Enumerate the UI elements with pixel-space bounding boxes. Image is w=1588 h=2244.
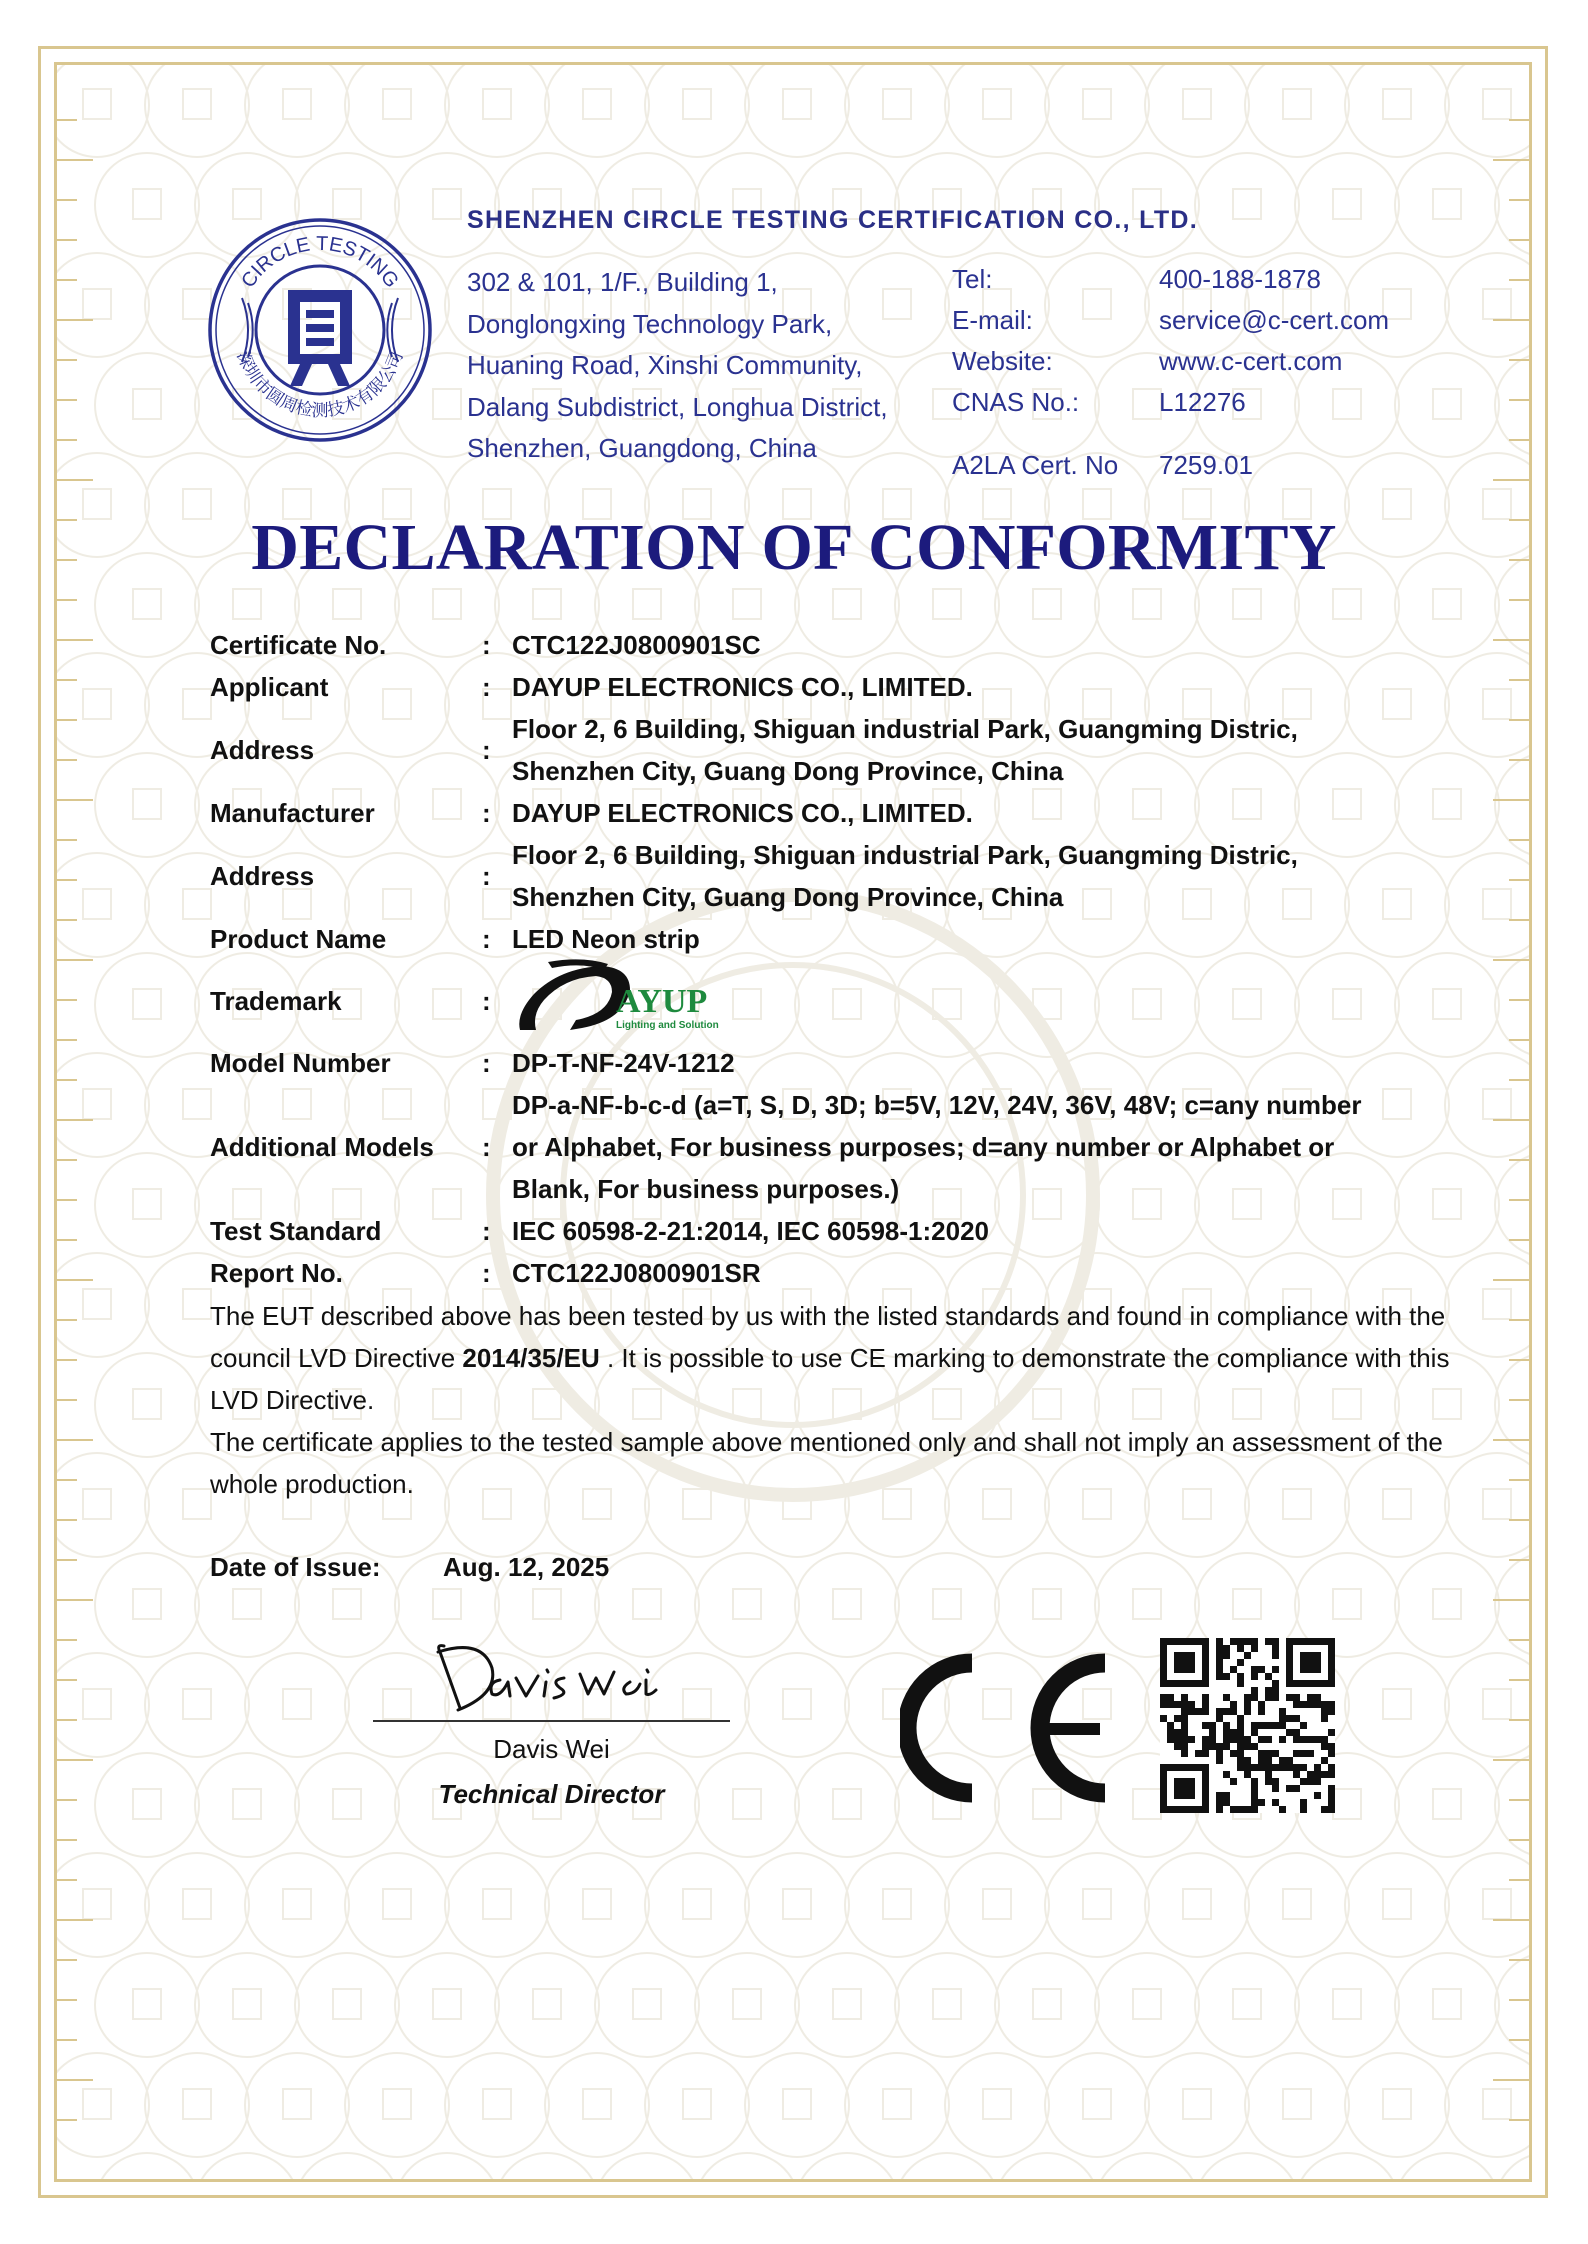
- email-label: E-mail:: [952, 305, 1033, 335]
- issue-date-value: Aug. 12, 2025: [443, 1552, 610, 1582]
- field-value-line: DP-T-NF-24V-1212: [512, 1048, 735, 1078]
- field-row-applicant: [210, 666, 1588, 708]
- field-row-trademark: [210, 960, 1588, 1042]
- field-value-line: Floor 2, 6 Building, Shiguan industrial Park, Guangming Distric,: [512, 840, 1298, 870]
- field-colon: :: [482, 1257, 491, 1288]
- directive-number: 2014/35/EU: [462, 1343, 600, 1373]
- issuer-address-line: Dalang Subdistrict, Longhua District,: [467, 391, 888, 422]
- field-colon: :: [482, 797, 491, 828]
- field-row-applicant-address: [210, 708, 1588, 792]
- trademark-logo: [512, 954, 1588, 1048]
- field-label: Address: [210, 734, 315, 765]
- signatory-name: Davis Wei: [493, 1734, 610, 1764]
- qr-code-icon[interactable]: [1160, 1638, 1335, 1813]
- field-value: [512, 624, 1588, 666]
- field-row-manufacturer-address: [210, 834, 1588, 918]
- field-value: [512, 1210, 1588, 1252]
- signatory-title: Technical Director: [438, 1779, 665, 1809]
- trademark-d-icon: [519, 959, 630, 1030]
- field-colon: :: [482, 734, 491, 765]
- field-colon: :: [482, 629, 491, 660]
- field-label: Certificate No.: [210, 629, 387, 660]
- seal-top-text: CIRCLE TESTING: [237, 232, 403, 292]
- issuer-company-name: SHENZHEN CIRCLE TESTING CERTIFICATION CO., LTD.: [467, 206, 1198, 234]
- issuer-address-line: Shenzhen, Guangdong, China: [467, 433, 817, 463]
- issuer-address-line: Huaning Road, Xinshi Community,: [467, 350, 863, 380]
- field-colon: :: [482, 923, 491, 954]
- field-colon: :: [482, 1131, 491, 1162]
- field-value-line: Blank, For business purposes.): [512, 1174, 900, 1204]
- field-colon: :: [482, 985, 491, 1016]
- issuer-address-line: Donglongxing Technology Park,: [467, 308, 833, 339]
- website-label: Website:: [952, 346, 1053, 376]
- field-colon: :: [482, 860, 491, 891]
- tel-value: 400-188-1878: [1159, 264, 1321, 294]
- field-value: [512, 708, 1588, 792]
- field-value-line: DP-a-NF-b-c-d (a=T, S, D, 3D; b=5V, 12V, 24V, 36V, 48V; c=any number: [512, 1090, 1362, 1120]
- field-value-line: Floor 2, 6 Building, Shiguan industrial Park, Guangming Distric,: [512, 714, 1298, 744]
- field-value: [512, 1084, 1588, 1210]
- field-value: [512, 792, 1588, 834]
- email-value: service@c-cert.com: [1159, 305, 1390, 335]
- field-value: [512, 1042, 1588, 1084]
- issuer-address: [467, 262, 888, 470]
- field-label: Manufacturer: [210, 797, 375, 828]
- field-label: Report No.: [210, 1257, 343, 1288]
- seal-bottom-text: 深圳市圆周检测技术有限公司: [232, 348, 408, 421]
- signature-line: [373, 1720, 730, 1722]
- field-value-line: or Alphabet, For business purposes; d=any number or Alphabet or: [512, 1132, 1335, 1162]
- field-colon: :: [482, 1047, 491, 1078]
- statement-text: . It is possible to use CE marking to demonstrate the compliance with this LVD Directive.: [210, 1343, 1450, 1415]
- field-row-additional-models: [210, 1084, 1588, 1210]
- document-title: DECLARATION OF CONFORMITY: [251, 511, 1337, 584]
- seal-emblem-icon: [288, 290, 352, 386]
- field-row-certificate-no: [210, 624, 1588, 666]
- field-row-test-standard: [210, 1210, 1588, 1252]
- field-row-report-no: [210, 1252, 1588, 1294]
- a2la-label: A2LA Cert. No: [952, 450, 1119, 480]
- issue-date-label: Date of Issue:: [210, 1552, 381, 1582]
- field-value-line: Shenzhen City, Guang Dong Province, China: [512, 756, 1064, 786]
- field-value: [512, 1252, 1588, 1294]
- field-row-manufacturer: [210, 792, 1588, 834]
- field-value: [512, 834, 1588, 918]
- cnas-value: L12276: [1159, 387, 1246, 417]
- a2la-value: 7259.01: [1159, 450, 1253, 480]
- ce-mark-icon: [900, 1653, 1110, 1803]
- issuer-seal: [208, 218, 432, 442]
- field-value-line: CTC122J0800901SC: [512, 630, 761, 660]
- field-value-line: IEC 60598-2-21:2014, IEC 60598-1:2020: [512, 1216, 989, 1246]
- field-colon: :: [482, 1215, 491, 1246]
- field-value: [512, 666, 1588, 708]
- field-value-line: LED Neon strip: [512, 924, 700, 954]
- compliance-statement: [210, 1295, 1450, 1421]
- field-value-line: DAYUP ELECTRONICS CO., LIMITED.: [512, 798, 973, 828]
- trademark-letters: AYUP: [616, 983, 708, 1020]
- field-colon: :: [482, 671, 491, 702]
- certificate-fields: [210, 624, 1588, 1294]
- tel-label: Tel:: [952, 264, 993, 294]
- field-label: Model Number: [210, 1047, 391, 1078]
- trademark-tagline: Lighting and Solution: [616, 1020, 719, 1031]
- field-label: Test Standard: [210, 1215, 382, 1246]
- cnas-label: CNAS No.:: [952, 387, 1080, 417]
- field-row-model-number: [210, 1042, 1588, 1084]
- issuer-address-line: 302 & 101, 1/F., Building 1,: [467, 267, 778, 297]
- field-label: Applicant: [210, 671, 329, 702]
- field-value-line: CTC122J0800901SR: [512, 1258, 761, 1288]
- field-value-line: DAYUP ELECTRONICS CO., LIMITED.: [512, 672, 973, 702]
- field-value-line: Shenzhen City, Guang Dong Province, China: [512, 882, 1064, 912]
- website-value: www.c-cert.com: [1159, 346, 1343, 376]
- field-label: Product Name: [210, 923, 387, 954]
- field-label: Trademark: [210, 985, 342, 1016]
- field-label: Address: [210, 860, 315, 891]
- signature-image: [430, 1632, 670, 1722]
- statement-text: The EUT described above has been tested by us with the listed standards and found in compliance with the council LVD Directive: [210, 1301, 1446, 1373]
- scope-statement: The certificate applies to the tested sample above mentioned only and shall not imply an assessment of the whole production.: [210, 1427, 1443, 1499]
- field-label: Additional Models: [210, 1131, 434, 1162]
